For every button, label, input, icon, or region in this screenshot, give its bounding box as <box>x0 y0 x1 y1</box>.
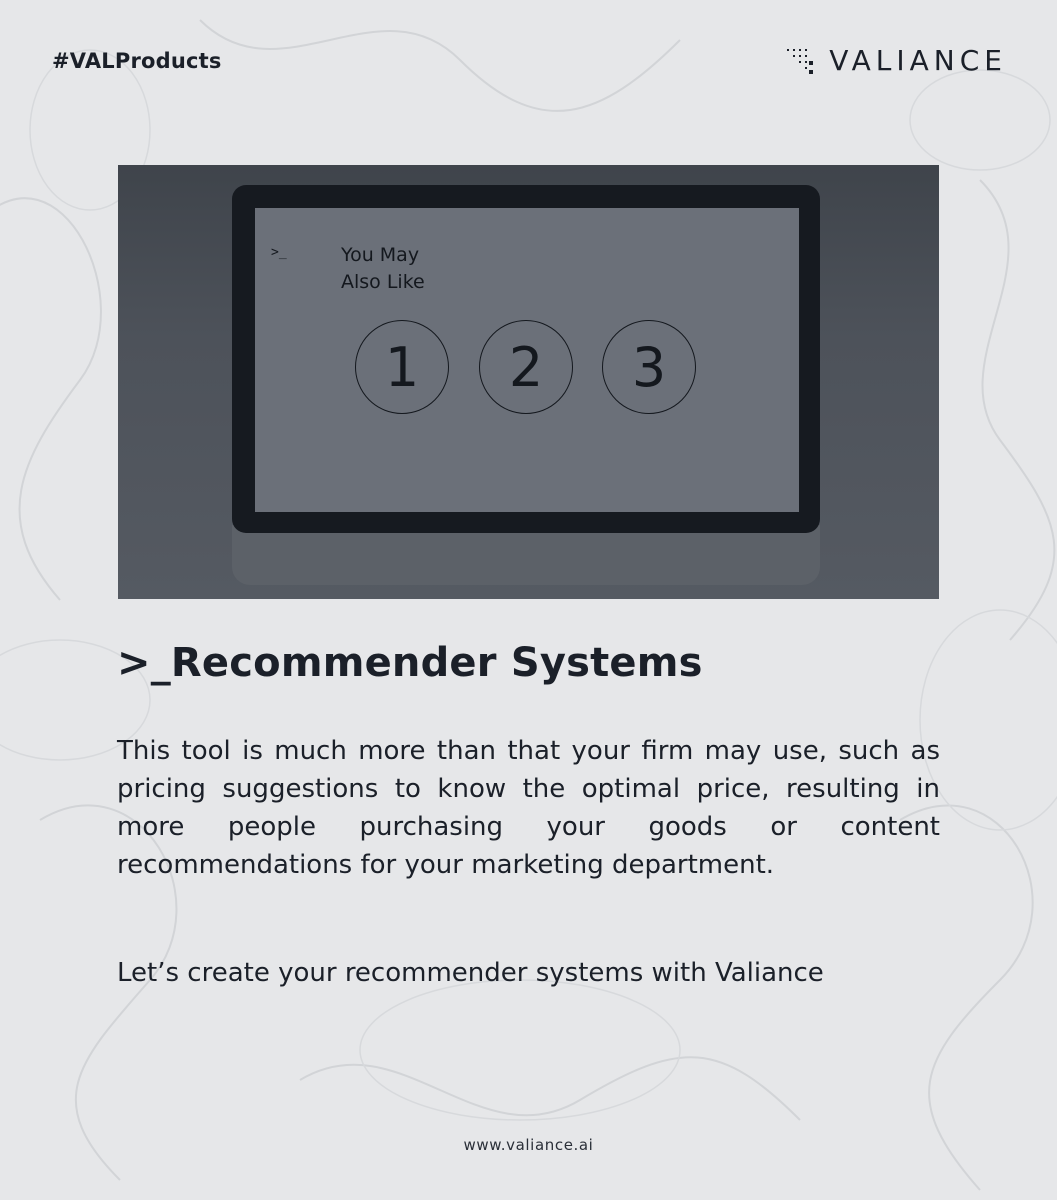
brand-name: VALIANCE <box>829 44 1007 77</box>
hashtag-label: #VALProducts <box>52 49 222 73</box>
number-circle-1: 1 <box>355 320 449 414</box>
monitor-chin <box>232 525 820 585</box>
number-circle-3: 3 <box>602 320 696 414</box>
website-link[interactable]: www.valiance.ai <box>463 1136 594 1154</box>
brand-logo[interactable] <box>787 44 1007 77</box>
screen-title <box>341 242 501 296</box>
hero-image <box>118 165 939 599</box>
screen-title-line2: Also Like <box>341 271 425 293</box>
dot-matrix-logo-icon <box>787 46 817 76</box>
number-circle-2: 2 <box>479 320 573 414</box>
page-title: >_Recommender Systems <box>117 640 703 686</box>
call-to-action: Let’s create your recommender systems with Valiance <box>117 958 824 988</box>
description-paragraph: This tool is much more than that your firm may use, such as pricing suggestions to know the optimal price, resulting in more people purchasing your goods or content recommendations for your marketing department. <box>117 736 940 880</box>
screen-title-line1: You May <box>341 244 420 266</box>
prompt-symbol: >_ <box>271 245 287 260</box>
